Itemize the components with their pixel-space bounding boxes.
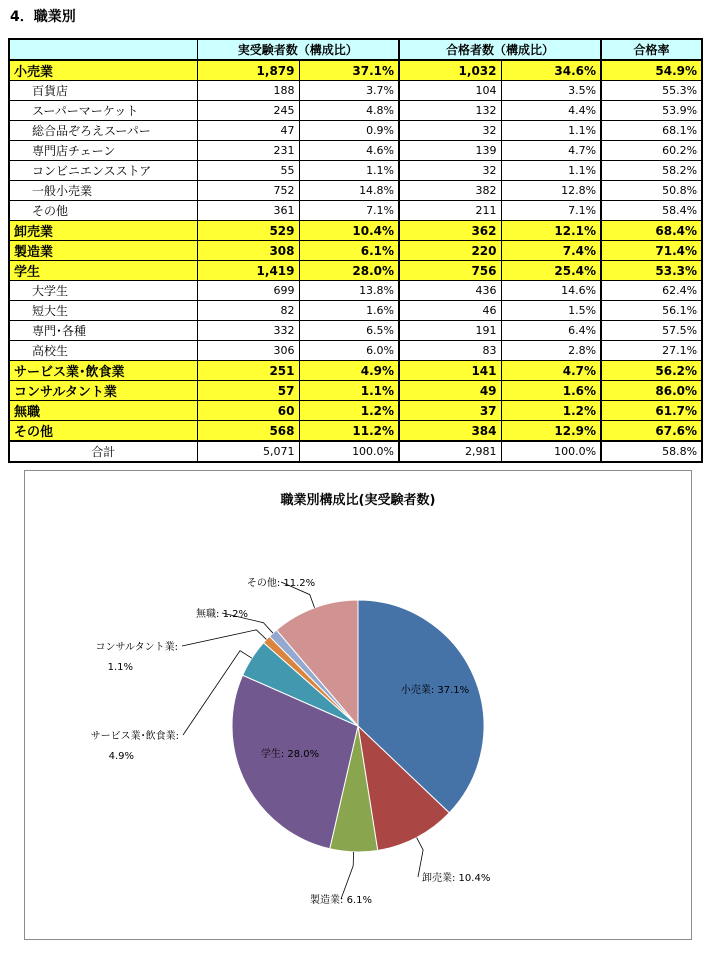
passers-count: 49	[399, 381, 501, 401]
passers-share: 2.8%	[501, 341, 601, 361]
examinees-share: 0.9%	[299, 121, 399, 141]
examinees-share: 1.1%	[299, 381, 399, 401]
passers-share: 100.0%	[501, 441, 601, 462]
row-label: 合計	[9, 441, 197, 462]
subcategory-row	[9, 121, 702, 141]
passers-share: 3.5%	[501, 81, 601, 101]
examinees-count: 568	[197, 421, 299, 442]
passers-count: 220	[399, 241, 501, 261]
passers-share: 7.1%	[501, 201, 601, 221]
category-row	[9, 421, 702, 442]
header-label-col	[9, 39, 197, 60]
examinees-share: 13.8%	[299, 281, 399, 301]
header-examinees: 実受験者数（構成比）	[197, 39, 399, 60]
subcategory-row	[9, 301, 702, 321]
passers-count: 132	[399, 101, 501, 121]
table-body	[9, 60, 702, 462]
passers-count: 436	[399, 281, 501, 301]
examinees-count: 529	[197, 221, 299, 241]
examinees-count: 699	[197, 281, 299, 301]
subcategory-row	[9, 201, 702, 221]
examinees-count: 251	[197, 361, 299, 381]
passers-share: 34.6%	[501, 60, 601, 81]
row-label: 無職	[9, 401, 197, 421]
examinees-count: 361	[197, 201, 299, 221]
examinees-count: 57	[197, 381, 299, 401]
pass-rate: 62.4%	[601, 281, 702, 301]
category-row	[9, 401, 702, 421]
leader-line	[341, 852, 354, 899]
examinees-count: 188	[197, 81, 299, 101]
examinees-count: 55	[197, 161, 299, 181]
row-label: 学生	[9, 261, 197, 281]
pie-data-label: 卸売業: 10.4%	[422, 873, 491, 884]
examinees-count: 1,419	[197, 261, 299, 281]
section-title: 4．職業別	[10, 9, 76, 25]
examinees-share: 100.0%	[299, 441, 399, 462]
pass-rate: 50.8%	[601, 181, 702, 201]
subcategory-row	[9, 161, 702, 181]
pass-rate: 58.2%	[601, 161, 702, 181]
pie-data-label: 製造業: 6.1%	[310, 895, 372, 906]
examinees-share: 37.1%	[299, 60, 399, 81]
examinees-count: 308	[197, 241, 299, 261]
examinees-share: 4.6%	[299, 141, 399, 161]
row-label: コンサルタント業	[9, 381, 197, 401]
pass-rate: 61.7%	[601, 401, 702, 421]
examinees-share: 11.2%	[299, 421, 399, 442]
examinees-share: 6.5%	[299, 321, 399, 341]
examinees-count: 306	[197, 341, 299, 361]
pie-chart	[25, 471, 691, 939]
passers-count: 1,032	[399, 60, 501, 81]
passers-count: 83	[399, 341, 501, 361]
examinees-count: 752	[197, 181, 299, 201]
passers-share: 1.2%	[501, 401, 601, 421]
leader-line	[182, 630, 266, 646]
passers-share: 1.6%	[501, 381, 601, 401]
pass-rate: 60.2%	[601, 141, 702, 161]
row-label: その他	[9, 421, 197, 442]
pass-rate: 58.4%	[601, 201, 702, 221]
passers-count: 191	[399, 321, 501, 341]
row-label: 専門･各種	[9, 321, 197, 341]
subcategory-row	[9, 81, 702, 101]
passers-share: 4.4%	[501, 101, 601, 121]
total-row	[9, 441, 702, 462]
table-header-row	[9, 39, 702, 60]
passers-count: 211	[399, 201, 501, 221]
pie-data-label: 小売業: 37.1%	[400, 685, 470, 696]
passers-share: 7.4%	[501, 241, 601, 261]
examinees-share: 6.1%	[299, 241, 399, 261]
subcategory-row	[9, 101, 702, 121]
row-label: 総合品ぞろえスーパー	[9, 121, 197, 141]
pass-rate: 58.8%	[601, 441, 702, 462]
pass-rate: 53.3%	[601, 261, 702, 281]
category-row	[9, 261, 702, 281]
passers-share: 25.4%	[501, 261, 601, 281]
passers-count: 384	[399, 421, 501, 442]
row-label: 専門店チェーン	[9, 141, 197, 161]
row-label: 短大生	[9, 301, 197, 321]
header-pass-rate: 合格率	[601, 39, 702, 60]
examinees-count: 245	[197, 101, 299, 121]
chart-title: 職業別構成比(実受験者数)	[280, 493, 436, 508]
subcategory-row	[9, 181, 702, 201]
passers-share: 12.9%	[501, 421, 601, 442]
category-row	[9, 361, 702, 381]
pass-rate: 86.0%	[601, 381, 702, 401]
examinees-share: 14.8%	[299, 181, 399, 201]
pie-data-label: その他: 11.2%	[246, 578, 316, 589]
passers-count: 104	[399, 81, 501, 101]
passers-count: 756	[399, 261, 501, 281]
examinees-count: 47	[197, 121, 299, 141]
passers-share: 4.7%	[501, 141, 601, 161]
subcategory-row	[9, 341, 702, 361]
category-row	[9, 60, 702, 81]
pass-rate: 53.9%	[601, 101, 702, 121]
passers-count: 37	[399, 401, 501, 421]
passers-share: 14.6%	[501, 281, 601, 301]
row-label: 高校生	[9, 341, 197, 361]
examinees-count: 60	[197, 401, 299, 421]
pie-data-label: サービス業･飲食業:	[90, 731, 179, 742]
row-label: 卸売業	[9, 221, 197, 241]
leader-line	[417, 838, 424, 877]
examinees-count: 332	[197, 321, 299, 341]
category-row	[9, 221, 702, 241]
examinees-share: 4.8%	[299, 101, 399, 121]
pie-chart-panel	[24, 470, 692, 940]
examinees-count: 1,879	[197, 60, 299, 81]
subcategory-row	[9, 141, 702, 161]
category-row	[9, 241, 702, 261]
pass-rate: 27.1%	[601, 341, 702, 361]
examinees-share: 4.9%	[299, 361, 399, 381]
row-label: サービス業･飲食業	[9, 361, 197, 381]
examinees-count: 5,071	[197, 441, 299, 462]
passers-count: 139	[399, 141, 501, 161]
examinees-share: 1.2%	[299, 401, 399, 421]
pass-rate: 71.4%	[601, 241, 702, 261]
occupation-table	[8, 38, 703, 463]
subcategory-row	[9, 281, 702, 301]
category-row	[9, 381, 702, 401]
passers-count: 141	[399, 361, 501, 381]
passers-share: 1.1%	[501, 121, 601, 141]
pass-rate: 67.6%	[601, 421, 702, 442]
examinees-share: 10.4%	[299, 221, 399, 241]
row-label: 百貨店	[9, 81, 197, 101]
passers-share: 1.1%	[501, 161, 601, 181]
pass-rate: 68.1%	[601, 121, 702, 141]
pass-rate: 57.5%	[601, 321, 702, 341]
examinees-count: 231	[197, 141, 299, 161]
pie-data-label: コンサルタント業:	[95, 642, 178, 653]
header-passers: 合格者数（構成比）	[399, 39, 601, 60]
pie-data-label: 1.1%	[107, 662, 133, 673]
examinees-share: 6.0%	[299, 341, 399, 361]
pass-rate: 56.2%	[601, 361, 702, 381]
examinees-share: 1.6%	[299, 301, 399, 321]
row-label: その他	[9, 201, 197, 221]
row-label: 製造業	[9, 241, 197, 261]
passers-share: 12.1%	[501, 221, 601, 241]
passers-count: 46	[399, 301, 501, 321]
pass-rate: 55.3%	[601, 81, 702, 101]
passers-count: 382	[399, 181, 501, 201]
pie-data-label: 学生: 28.0%	[260, 749, 320, 760]
examinees-share: 28.0%	[299, 261, 399, 281]
pie-data-label: 無職: 1.2%	[196, 609, 248, 620]
passers-share: 4.7%	[501, 361, 601, 381]
row-label: 大学生	[9, 281, 197, 301]
passers-count: 362	[399, 221, 501, 241]
row-label: スーパーマーケット	[9, 101, 197, 121]
examinees-share: 1.1%	[299, 161, 399, 181]
passers-share: 12.8%	[501, 181, 601, 201]
passers-count: 32	[399, 161, 501, 181]
row-label: 小売業	[9, 60, 197, 81]
row-label: 一般小売業	[9, 181, 197, 201]
examinees-share: 7.1%	[299, 201, 399, 221]
pass-rate: 54.9%	[601, 60, 702, 81]
passers-count: 32	[399, 121, 501, 141]
passers-share: 6.4%	[501, 321, 601, 341]
examinees-count: 82	[197, 301, 299, 321]
pie-data-label: 4.9%	[108, 751, 134, 762]
row-label: コンビニエンスストア	[9, 161, 197, 181]
pass-rate: 68.4%	[601, 221, 702, 241]
pass-rate: 56.1%	[601, 301, 702, 321]
subcategory-row	[9, 321, 702, 341]
passers-count: 2,981	[399, 441, 501, 462]
passers-share: 1.5%	[501, 301, 601, 321]
examinees-share: 3.7%	[299, 81, 399, 101]
